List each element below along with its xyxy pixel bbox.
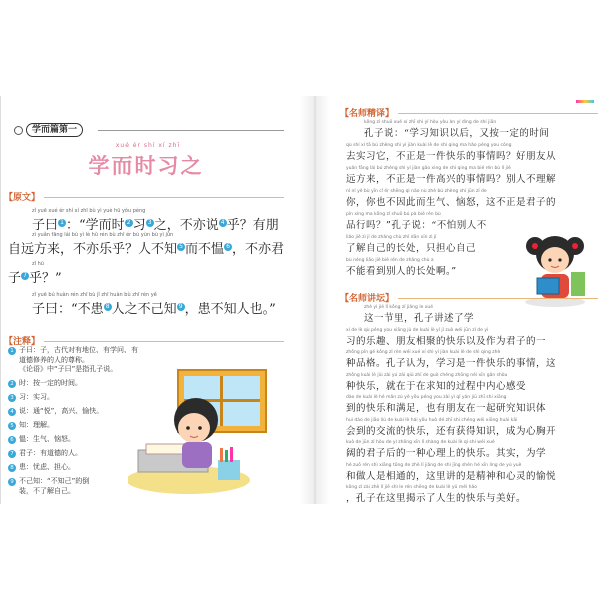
note-marker: 4 [219, 219, 227, 227]
note-number: 9 [8, 478, 16, 486]
original-line [8, 238, 284, 257]
lecture-line: 和做人是相通的，这里讲的是精神和心灵的愉悦 [346, 470, 557, 482]
lecture-line: 阔的君子后的一种心理上的快乐。其实，为学 [346, 448, 547, 459]
original-line [32, 298, 276, 317]
translation-line: 孔子说：“学习知识以后，又按一定的时间 [364, 128, 550, 139]
note-item [8, 477, 138, 496]
note-text: 说：通“悦”，高兴、愉快。 [19, 407, 104, 415]
note-text: 不己知：“不知己”的倒 [19, 477, 90, 485]
left-edge-shadow [0, 96, 1, 504]
section-translation-rule [398, 113, 598, 114]
translation-pinyin: kǒng zǐ shuō xué xí zhī shi yǐ hòu yòu àn yí dìng de shí jiān [364, 120, 497, 125]
lecture-line: 会到的交流的快乐，还有获得知识，成为心胸开 [346, 425, 557, 437]
page-title: 学而时习之 [88, 153, 204, 178]
lecture-line: 到的快乐和满足，也有朋友在一起研究知识体 [346, 403, 547, 414]
note-number: 1 [8, 347, 16, 355]
translation-pinyin: bù néng liǎo jiě bié rén de zhǎng chù a [346, 258, 434, 263]
translation-pinyin: pǐn xíng ma kǒng zǐ shuō bú pà bié rén bù [346, 212, 441, 217]
note-text: 子曰：子，古代对有地位、有学问、有道德修养的人的尊称。 [19, 346, 138, 364]
note-number: 7 [8, 450, 16, 458]
note-item [8, 463, 138, 473]
note-marker: 1 [58, 219, 66, 227]
note-item [8, 346, 138, 375]
note-item [8, 379, 138, 389]
translation-line: 不能看到别人的长处啊。” [346, 266, 457, 277]
note-text: 愠：生气、恼怒。 [19, 435, 75, 443]
original-line [8, 267, 62, 286]
section-lecture-rule [398, 298, 598, 299]
note-item [8, 421, 138, 431]
lecture-pinyin: zhǒng kuài lè jiù zài yú zài qiú zhī de guò chéng zhōng nèi xīn gǎn shòu [346, 372, 508, 378]
original-segment: 之，不亦说 [153, 218, 219, 233]
original-line [32, 214, 279, 233]
lecture-pinyin: kǒng zǐ zài zhè lǐ jiē shì le rén shēng de kuài lè yǔ měi hǎo [346, 485, 478, 490]
lecture-line: 种快乐，就在于在求知的过程中内心感受 [346, 380, 527, 392]
translation-line: 远方来，不正是一件高兴的事情吗？别人不理解 [346, 174, 557, 185]
circle-icon [14, 126, 23, 135]
note-text: 装，不了解自己。 [19, 486, 75, 495]
child-reading-illustration [128, 368, 268, 498]
note-number: 6 [8, 436, 16, 444]
note-text: 习：实习。 [19, 393, 54, 401]
original-segment: 子曰：“不患 [32, 302, 104, 317]
note-number: 4 [8, 408, 16, 416]
translation-pinyin: nǐ nǐ yě bù yīn cǐ ér shēng qì nǎo nù zhè bú zhèng shì jūn zǐ de [346, 189, 487, 194]
original-segment: 而不愠 [185, 242, 225, 257]
translation-pinyin: qù shí xí tā bú zhèng shì yí jiàn kuài lè de shì qing ma hǎo péng you cóng [346, 143, 512, 148]
translation-line: 去实习它，不正是一件快乐的事情吗？好朋友从 [346, 151, 557, 162]
original-segment: 习 [132, 218, 146, 233]
note-text: 患：忧虑、担心。 [19, 463, 75, 471]
translation-pinyin: yuǎn fāng lái bú zhèng shì yí jiàn gāo xìng de shì qing ma bié rén bù lǐ jiě [346, 166, 511, 171]
section-translation-label: 名师精译 [349, 109, 386, 119]
notes-list [8, 346, 138, 501]
translation-pinyin: liǎo jiě zì jǐ de zhǎng chù zhǐ dān xīn zì jǐ [346, 235, 437, 240]
original-segment: 乎？” [29, 271, 62, 286]
original-pinyin: zǐ yuē bú huàn rén zhī bù jǐ zhī huàn bù zhī rén yě [32, 292, 157, 298]
note-item [8, 435, 138, 445]
note-item [8, 449, 138, 459]
section-notes-heading: 【注释】 [4, 337, 41, 347]
section-notes-rule [44, 341, 284, 342]
section-translation-heading: 【名师精译】 [340, 109, 395, 119]
note-marker: 5 [177, 243, 185, 251]
chapter-tag [14, 123, 83, 137]
girl-reading-illustration [521, 228, 589, 308]
note-marker: 9 [177, 303, 185, 311]
note-text: 时：按一定的时间。 [19, 379, 82, 387]
lecture-pinyin: zhè yì jié lǐ kǒng zǐ jiǎng le xué [364, 305, 434, 310]
lecture-pinyin: dào de kuài lè hé mǎn zú yě yǒu péng you zài yì qǐ yán jiū zhī shi xiāng [346, 395, 507, 400]
section-lecture-heading: 【名师讲坛】 [340, 294, 395, 304]
note-item [8, 393, 138, 403]
original-pinyin: zǐ hū [32, 261, 44, 267]
lecture-line: ，孔子在这里揭示了人生的快乐与美好。 [346, 493, 527, 504]
note-number: 5 [8, 422, 16, 430]
original-pinyin: zǐ yuē xué ér shí xí zhī bù yì yuè hū yǒu péng [32, 208, 146, 214]
lecture-pinyin: xí de lè qù péng you xiāng jù de kuài lè yǐ jí zuò wéi jūn zǐ de yì [346, 327, 489, 333]
original-segment: 子曰 [32, 218, 59, 233]
lecture-line: 习的乐趣、朋友相聚的快乐以及作为君子的一 [346, 335, 547, 347]
translation-line: 了解自己的长处，只担心自己 [346, 243, 477, 254]
original-segment: 乎？有朋 [226, 218, 279, 233]
note-text: 《论语》中“子曰”是指孔子说。 [19, 365, 118, 373]
original-segment: 人之不己知 [111, 302, 177, 317]
note-item [8, 407, 138, 417]
color-bar-decoration [576, 100, 594, 103]
lecture-pinyin: kuò de jūn zǐ hòu de yì zhǒng xīn lǐ shàng de kuài lè qí shí wéi xué [346, 440, 495, 445]
section-lecture-label: 名师讲坛 [349, 294, 386, 304]
title-pinyin: xué ér shí xí zhī [115, 142, 181, 149]
note-marker: 2 [125, 219, 133, 227]
note-marker: 7 [21, 272, 29, 280]
note-number: 8 [8, 464, 16, 472]
translation-line: 品行吗？”孔子说：“不怕别人不 [346, 220, 487, 231]
original-pinyin: zì yuǎn fāng lái bù yì lè hū rén bù zhī ér bù yùn bù yì jūn [32, 232, 174, 238]
note-text: 知：理解。 [19, 421, 54, 429]
original-segment: ，不亦君 [232, 242, 285, 257]
note-marker: 3 [146, 219, 154, 227]
section-notes-label: 注释 [13, 337, 32, 347]
lecture-pinyin: huì dào de jiāo liú de kuài lè hái yǒu huò dé zhī shi chéng wéi xiōng huái kāi [346, 417, 518, 423]
lecture-line: 这一节里，孔子讲述了学 [364, 313, 475, 324]
lecture-pinyin: zhǒng pǐn gé kǒng zǐ rèn wéi xué xí shì yí jiàn kuài lè de shì qing zhè [346, 350, 501, 355]
original-segment: 自远方来，不亦乐乎？人不知 [8, 242, 178, 257]
book-spine [300, 96, 330, 504]
chapter-rule [98, 130, 284, 131]
section-original-label: 原文 [13, 193, 32, 203]
lecture-pinyin: hé zuò rén shì xiāng tōng de zhè lǐ jiǎng de shì jīng shén hé xīn líng de yú yuè [346, 462, 522, 468]
original-segment: ：“学而时 [66, 218, 125, 233]
original-segment: 子 [8, 271, 22, 286]
note-number: 2 [8, 380, 16, 388]
chapter-label: 学而篇第一 [26, 123, 83, 137]
section-original-rule [44, 197, 284, 198]
original-segment: ，患不知人也。” [184, 302, 276, 317]
translation-line: 你，你也不因此而生气、恼怒，这不正是君子的 [346, 197, 557, 208]
note-marker: 6 [224, 243, 232, 251]
note-text: 君子：有道德的人。 [19, 449, 82, 457]
lecture-line: 种品格。孔子认为，学习是一件快乐的事情，这 [346, 358, 557, 369]
note-number: 3 [8, 394, 16, 402]
section-original-heading: 【原文】 [4, 193, 41, 203]
note-marker: 8 [104, 303, 112, 311]
